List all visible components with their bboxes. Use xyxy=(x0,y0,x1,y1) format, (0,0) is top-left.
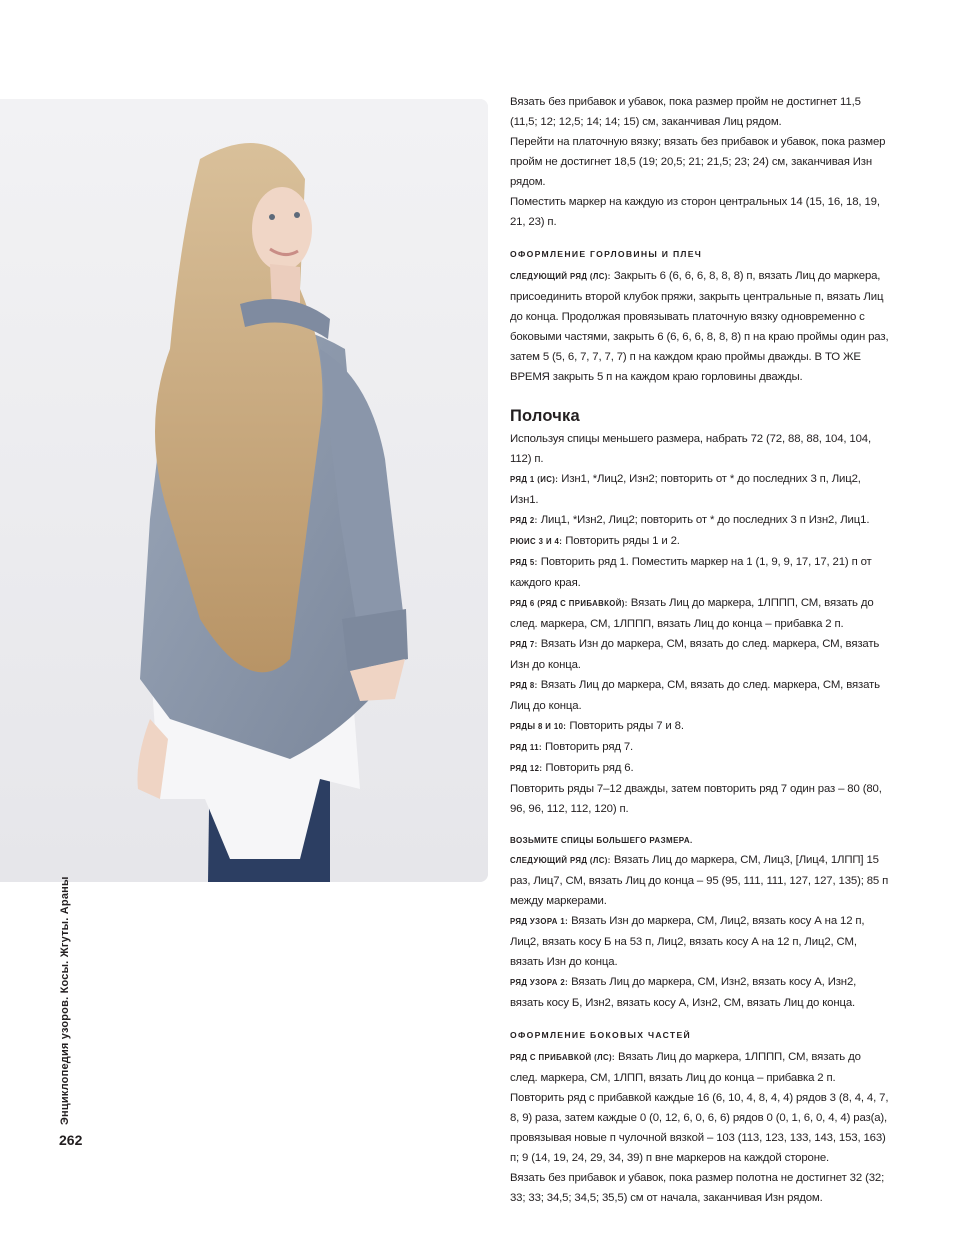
row-text: Вязать Изн до маркера, СМ, Лиц2, вязать косу А на 12 п, Лиц2, вязать косу Б на 53 п, Лиц2, вязать косу А на 12 п, Лиц2, СМ, вязать Изн до конца. xyxy=(510,915,865,968)
row-item xyxy=(510,510,890,531)
page-number: 262 xyxy=(59,1132,83,1148)
row-text: Вязать Изн до маркера, СМ, вязать до след. маркера, СМ, вязать Изн до конца. xyxy=(510,638,880,671)
row-text: Повторить ряд 6. xyxy=(545,762,634,774)
row-text: Вязать Лиц до маркера, СМ, Лиц3, [Лиц4, 1ЛПП] 15 раз, Лиц7, СМ, вязать Лиц до конца – 95 (95, 111, 111, 127, 127, 135); 85 п между маркерами. xyxy=(510,854,889,907)
row-label: РЯД 5: xyxy=(510,558,538,567)
repeat-text: Повторить ряды 7–12 дважды, затем повторить ряд 7 один раз – 80 (80, 96, 96, 112, 112, 120) п. xyxy=(510,783,882,815)
row-label: РЯД 2: xyxy=(510,516,538,525)
intro-paragraph: Перейти на платочную вязку; вязать без прибавок и убавок, пока размер пройм не достигнет 18,5 (19; 20,5; 21; 21,5; 23; 24) см, заканчивая Изн рядом. xyxy=(510,136,886,188)
row-text: Вязать Лиц до маркера, СМ, Изн2, вязать косу А, Изн2, вязать косу Б, Изн2, вязать косу А, Изн2, СМ, вязать Лиц до конца. xyxy=(510,976,857,1009)
side-paragraph: Повторить ряд с прибавкой каждые 16 (6, 10, 4, 8, 4, 4) рядов 3 (8, 4, 4, 7, 8, 9) раза, затем каждые 0 (0, 12, 6, 0, 6, 6) рядов 0 (0, 1, 6, 0, 4, 4) раз(а), провязывая новые п чулочной вязкой – 103 (113, 123, 133, 143, 153, 163) п; 9 (14, 19, 24, 29, 34, 39) п вне маркеров на каждой стороне. xyxy=(510,1092,889,1164)
row-text: Вязать Лиц до маркера, СМ, вязать до след. маркера, СМ, вязать Лиц до конца. xyxy=(510,679,880,712)
row-item xyxy=(510,552,890,593)
row-label: РЯД 8: xyxy=(510,681,538,690)
row-item xyxy=(510,593,890,634)
row-text: Повторить ряд 1. Поместить маркер на 1 (1, 9, 9, 17, 17, 21) п от каждого края. xyxy=(510,556,872,589)
row-item xyxy=(510,675,890,716)
row-label: СЛЕДУЮЩИЙ РЯД (ЛС): xyxy=(510,856,611,865)
neck-section-heading: ОФОРМЛЕНИЕ ГОРЛОВИНЫ И ПЛЕЧ xyxy=(510,249,703,259)
row-label: РЯД 12: xyxy=(510,764,543,773)
row-text: Изн1, *Лиц2, Изн2; повторить от * до последних 3 п, Лиц2, Изн1. xyxy=(510,473,861,506)
front-title: Полочка xyxy=(510,407,580,425)
side-section-heading: ОФОРМЛЕНИЕ БОКОВЫХ ЧАСТЕЙ xyxy=(510,1030,691,1040)
row-text: Вязать Лиц до маркера, 1ЛППП, СМ, вязать до след. маркера, СМ, 1ЛПП, вязать Лиц до конца – прибавка 2 п. xyxy=(510,1051,861,1084)
row-item xyxy=(510,911,890,972)
row-item xyxy=(510,758,890,779)
row-text: Закрыть 6 (6, 6, 6, 8, 8, 8) п, вязать Лиц до маркера, присоединить второй клубок пряжи, закрыть центральные п, вязать Лиц до конца. Продолжая провязывать платочную вязку одновременно с боковыми частями, закрыть 6 (6, 6, 6, 8, 8, 8) п на краю проймы один раз, затем 5 (5, 6, 7, 7, 7, 7) п на каждом краю проймы дважды. В ТО ЖЕ ВРЕМЯ закрыть 5 п на каждом краю горловины дважды. xyxy=(510,270,889,383)
row-label: РЯД УЗОРА 1: xyxy=(510,917,569,926)
neck-section-row xyxy=(510,266,890,387)
row-label: РЯД 11: xyxy=(510,743,542,752)
row-text: Повторить ряды 7 и 8. xyxy=(569,720,684,732)
bigger-needles-heading: ВОЗЬМИТЕ СПИЦЫ БОЛЬШЕГО РАЗМЕРА. xyxy=(510,836,693,845)
row-item xyxy=(510,531,890,552)
row-item xyxy=(510,469,890,510)
row-label: РЯД 7: xyxy=(510,640,538,649)
instructions-column xyxy=(510,92,890,1208)
row-item xyxy=(510,716,890,737)
row-label: РЯДЫ 8 И 10: xyxy=(510,722,567,731)
cast-on-text: Используя спицы меньшего размера, набрать 72 (72, 88, 88, 104, 104, 112) п. xyxy=(510,433,871,465)
row-label: РЯД 6 (РЯД С ПРИБАВКОЙ): xyxy=(510,599,628,608)
intro-paragraph: Поместить маркер на каждую из сторон центральных 14 (15, 16, 18, 19, 21, 23) п. xyxy=(510,196,880,228)
row-label: РЯД С ПРИБАВКОЙ (ЛС): xyxy=(510,1053,615,1062)
row-text: Лиц1, *Изн2, Лиц2; повторить от * до последних 3 п Изн2, Лиц1. xyxy=(540,514,870,526)
row-text: Вязать Лиц до маркера, 1ЛППП, СМ, вязать до след. маркера, СМ, 1ЛППП, вязать Лиц до конца – прибавка 2 п. xyxy=(510,597,874,630)
row-label: РЯД 1 (ИС): xyxy=(510,475,559,484)
row-text: Повторить ряды 1 и 2. xyxy=(565,535,680,547)
row-label: РЮИС 3 И 4: xyxy=(510,537,563,546)
row-item xyxy=(510,850,890,911)
row-label: РЯД УЗОРА 2: xyxy=(510,978,569,987)
row-label: СЛЕДУЮЩИЙ РЯД (ЛС): xyxy=(510,272,611,281)
model-photo xyxy=(0,99,488,882)
row-item xyxy=(510,634,890,675)
row-text: Повторить ряд 7. xyxy=(545,741,634,753)
row-item xyxy=(510,972,890,1013)
row-item xyxy=(510,1047,890,1088)
row-item xyxy=(510,737,890,758)
book-title-vertical: Энциклопедия узоров. Косы. Жгуты. Араны xyxy=(59,876,71,1125)
side-paragraph: Вязать без прибавок и убавок, пока размер полотна не достигнет 32 (32; 33; 33; 34,5; 34,5; 35,5) см от начала, заканчивая Изн рядом. xyxy=(510,1172,885,1204)
woman-in-gray-knit-sweater-photo xyxy=(0,99,488,882)
intro-paragraph: Вязать без прибавок и убавок, пока размер пройм не достигнет 11,5 (11,5; 12; 12,5; 14; 14; 15) см, заканчивая Лиц рядом. xyxy=(510,96,861,128)
